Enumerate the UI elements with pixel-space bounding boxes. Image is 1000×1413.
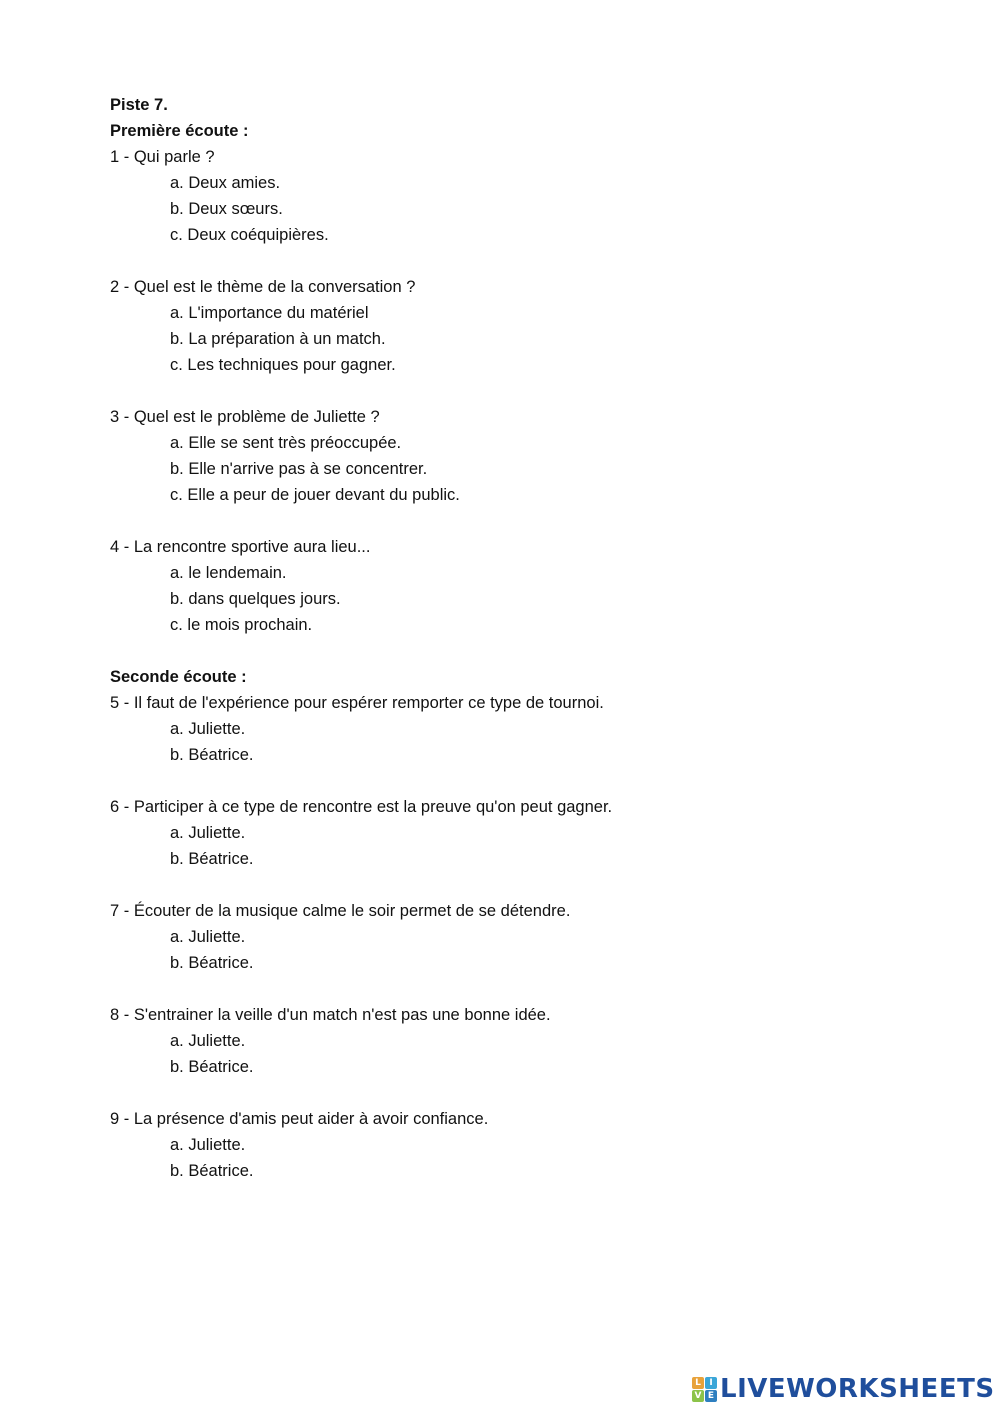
spacer (110, 1080, 930, 1106)
question-6-option-b[interactable]: b. Béatrice. (170, 850, 254, 868)
logo-letter-l: L (692, 1377, 704, 1389)
question-7-option-a[interactable]: a. Juliette. (170, 928, 246, 946)
question-1-option-a[interactable]: a. Deux amies. (170, 174, 281, 192)
question-3-option-b[interactable]: b. Elle n'arrive pas à se concentrer. (170, 460, 428, 478)
question-3-option-c[interactable]: c. Elle a peur de jouer devant du public. (170, 486, 460, 504)
spacer (110, 638, 930, 664)
question-4-option-b[interactable]: b. dans quelques jours. (170, 590, 341, 608)
question-3-option-a[interactable]: a. Elle se sent très préoccupée. (170, 434, 402, 452)
question-9-option-a[interactable]: a. Juliette. (170, 1136, 246, 1154)
section-heading-second-listening: Seconde écoute : (110, 668, 247, 686)
question-1: 1 - Qui parle ? (110, 148, 215, 166)
logo-letter-e: E (705, 1390, 717, 1402)
liveworksheets-wordmark: LIVEWORKSHEETS (720, 1374, 995, 1404)
question-8-option-a[interactable]: a. Juliette. (170, 1032, 246, 1050)
question-6-option-a[interactable]: a. Juliette. (170, 824, 246, 842)
question-7: 7 - Écouter de la musique calme le soir permet de se détendre. (110, 902, 571, 920)
question-9: 9 - La présence d'amis peut aider à avoir confiance. (110, 1110, 489, 1128)
question-2-option-b[interactable]: b. La préparation à un match. (170, 330, 386, 348)
section-heading-first-listening: Première écoute : (110, 122, 249, 140)
question-9-option-b[interactable]: b. Béatrice. (170, 1162, 254, 1180)
question-4-option-c[interactable]: c. le mois prochain. (170, 616, 313, 634)
worksheet-title: Piste 7. (110, 96, 168, 114)
question-5-option-a[interactable]: a. Juliette. (170, 720, 246, 738)
spacer (110, 248, 930, 274)
logo-letter-v: V (692, 1390, 704, 1402)
question-3: 3 - Quel est le problème de Juliette ? (110, 408, 380, 426)
spacer (110, 508, 930, 534)
question-6: 6 - Participer à ce type de rencontre est la preuve qu'on peut gagner. (110, 798, 613, 816)
question-1-option-b[interactable]: b. Deux sœurs. (170, 200, 283, 218)
question-1-option-c[interactable]: c. Deux coéquipières. (170, 226, 329, 244)
question-4: 4 - La rencontre sportive aura lieu... (110, 538, 371, 556)
question-5-option-b[interactable]: b. Béatrice. (170, 746, 254, 764)
spacer (110, 976, 930, 1002)
spacer (110, 872, 930, 898)
question-2-option-a[interactable]: a. L'importance du matériel (170, 304, 369, 322)
question-2: 2 - Quel est le thème de la conversation ? (110, 278, 416, 296)
spacer (110, 768, 930, 794)
question-5: 5 - Il faut de l'expérience pour espérer remporter ce type de tournoi. (110, 694, 604, 712)
liveworksheets-logo-icon (692, 1377, 717, 1402)
spacer (110, 378, 930, 404)
question-8-option-b[interactable]: b. Béatrice. (170, 1058, 254, 1076)
liveworksheets-logo[interactable] (692, 1374, 995, 1404)
logo-letter-i: I (705, 1377, 717, 1389)
question-7-option-b[interactable]: b. Béatrice. (170, 954, 254, 972)
question-4-option-a[interactable]: a. le lendemain. (170, 564, 287, 582)
question-8: 8 - S'entrainer la veille d'un match n'est pas une bonne idée. (110, 1006, 551, 1024)
worksheet (110, 92, 930, 1184)
question-2-option-c[interactable]: c. Les techniques pour gagner. (170, 356, 396, 374)
